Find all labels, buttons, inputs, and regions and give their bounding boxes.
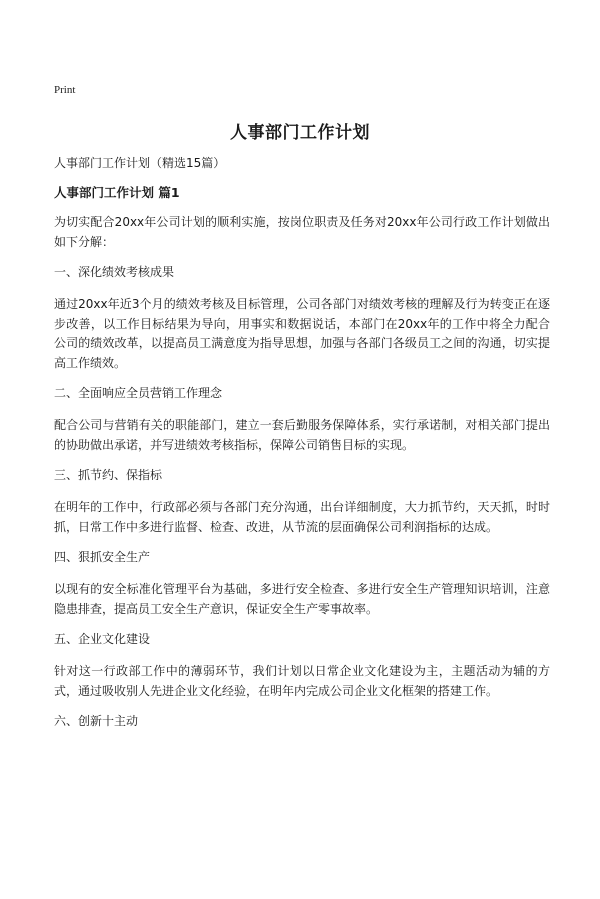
block-paragraph: 在明年的工作中，行政部必须与各部门充分沟通，出台详细制度，大力抓节约，天天抓，时时抓，日常工作中多进行监督、检查、改进，从节流的层面确保公司利润指标的达成。 xyxy=(54,500,550,534)
block-heading: 五、企业文化建设 xyxy=(54,632,151,646)
document-subtitle: 人事部门工作计划（精选15篇） xyxy=(54,156,226,170)
block-paragraph: 通过20xx年近3个月的绩效考核及目标管理，公司各部门对绩效考核的理解及行为转变正在逐步改善，以工作目标结果为导向，用事实和数据说话，本部门在20xx年的工作中将全力配合公司的绩效改革，以提高员工满意度为指导思想，加强与各部门各级员工之间的沟通，切实提高工作绩效。 xyxy=(54,297,550,370)
block-heading: 一、深化绩效考核成果 xyxy=(54,265,175,279)
block-heading: 四、狠抓安全生产 xyxy=(54,550,151,564)
document-body xyxy=(54,154,550,744)
print-label: Print xyxy=(54,84,76,96)
section-title: 人事部门工作计划 篇1 xyxy=(54,185,180,200)
block-heading: 三、抓节约、保指标 xyxy=(54,468,163,482)
block-heading: 二、全面响应全员营销工作理念 xyxy=(54,386,223,400)
intro-paragraph: 为切实配合20xx年公司计划的顺利实施，按岗位职责及任务对20xx年公司行政工作计划做出如下分解： xyxy=(54,215,550,249)
block-heading: 六、创新十主动 xyxy=(54,714,139,728)
block-paragraph: 针对这一行政部工作中的薄弱环节，我们计划以日常企业文化建设为主，主题活动为辅的方式，通过吸收别人先进企业文化经验，在明年内完成公司企业文化框架的搭建工作。 xyxy=(54,664,550,698)
block-paragraph: 配合公司与营销有关的职能部门，建立一套后勤服务保障体系，实行承诺制，对相关部门提出的协助做出承诺，并写进绩效考核指标，保障公司销售目标的实现。 xyxy=(54,418,550,452)
document-title: 人事部门工作计划 xyxy=(230,123,370,143)
block-paragraph: 以现有的安全标准化管理平台为基础，多进行安全检查、多进行安全生产管理知识培训，注意隐患排查，提高员工安全生产意识，保证安全生产零事故率。 xyxy=(54,582,550,616)
